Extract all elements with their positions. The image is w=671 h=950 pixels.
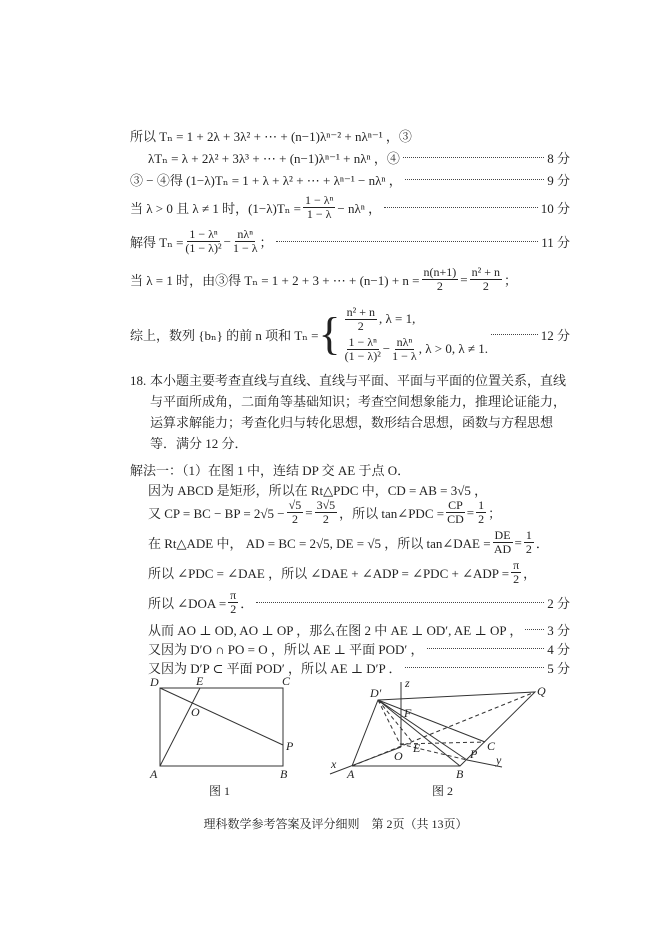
svg-text:F: F bbox=[404, 706, 412, 720]
svg-text:P: P bbox=[470, 747, 478, 761]
score: 3 分 bbox=[547, 623, 570, 638]
figure-1-labels bbox=[149, 674, 294, 781]
svg-text:x: x bbox=[331, 757, 337, 771]
svg-text:E: E bbox=[413, 741, 421, 755]
eq-text: ； bbox=[259, 235, 273, 250]
svg-text:D′: D′ bbox=[370, 686, 382, 700]
score: 2 分 bbox=[547, 596, 570, 611]
eq-text: ； bbox=[504, 273, 518, 288]
page-footer: 理科数学参考答案及评分细则 第 2页（共 13页） bbox=[203, 817, 468, 831]
eq-text: 综上，数列 {bₙ} 的前 n 项和 Tₙ = bbox=[130, 327, 319, 343]
figure-1-diagram bbox=[160, 688, 283, 766]
figure-2-caption: 图 2 bbox=[432, 784, 454, 798]
figure-2-diagram bbox=[330, 682, 535, 774]
fraction: $\frac{\text{1 − λⁿ}}{\text{(1 − λ)²}}$ bbox=[185, 227, 222, 255]
solution-line-5: 所以 ∠PDC = ∠DAE ，所以 ∠DAE + ∠ADP = ∠PDC + ∠ADP = $\frac{\pi}{2}$ ， bbox=[148, 558, 537, 586]
fraction: $\frac{\text{n² + n}}{2}$ bbox=[471, 265, 500, 293]
solution-line-3: 又 CP = BC − BP = 2√5 − $\frac{√5}{2}$ = $\frac{3√5}{2}$ ，所以 tan∠PDC = $\frac{CP}{CD}$ = $\frac{1}{2}$ ； bbox=[148, 498, 502, 526]
solution-line-8: 又因为 D′O ∩ PO = O ，所以 AE ⊥ 平面 POD′ ， 4 分 bbox=[148, 639, 570, 658]
eq-text: = bbox=[460, 271, 468, 287]
figure-2-labels bbox=[330, 676, 546, 781]
question-number: 18. bbox=[130, 373, 147, 388]
eq-text: 所以 Tₙ = 1 + 2λ + 3λ² + ⋯ + (n−1)λⁿ⁻² + nλⁿ⁻¹ ，③ bbox=[130, 129, 412, 144]
score: 9 分 bbox=[547, 173, 570, 188]
score: 8 分 bbox=[547, 151, 570, 166]
eq-text: λTₙ = λ + 2λ² + 3λ³ + ⋯ + (n−1)λⁿ⁻¹ + nλⁿ ，④ bbox=[148, 151, 400, 166]
score: 5 分 bbox=[547, 661, 570, 676]
score: 12 分 bbox=[540, 327, 570, 343]
svg-text:z: z bbox=[405, 676, 410, 690]
question-intro: 本小题主要考查直线与直线、直线与平面、平面与平面的位置关系，直线与平面所成角，二面角等基础知识；考查空间想象能力，推理论证能力，运算求解能力；考查化归与转化思想，数形结合思想，函数与方程思想等．满分 12 分． bbox=[150, 373, 567, 451]
svg-text:C: C bbox=[282, 674, 291, 688]
brace: { bbox=[318, 308, 341, 359]
solution-line-9: 又因为 D′P ⊂ 平面 POD′ ，所以 AE ⊥ D′P ． 5 分 bbox=[148, 658, 570, 677]
eq-text: 解法一：（1）在图 1 中，连结 DP 交 AE 于点 O． bbox=[130, 463, 411, 478]
fraction: $\frac{\text{1 − λⁿ}}{1 - \lambda}$ bbox=[305, 193, 334, 221]
solution-line-4: 在 Rt△ADE 中， AD = BC = 2√5, DE = √5 ，所以 tan∠DAE = $\frac{DE}{AD}$ = $\frac{1}{2}$ ． bbox=[148, 528, 549, 556]
solution-line-6: 所以 ∠DOA = $\frac{\pi}{2}$ ． 2 分 bbox=[148, 588, 570, 616]
svg-text:O: O bbox=[191, 705, 200, 719]
eq-text: 因为 ABCD 是矩形，所以在 Rt△PDC 中，CD = AB = 3√5 ， bbox=[148, 483, 488, 498]
svg-text:P: P bbox=[286, 739, 294, 753]
svg-text:E: E bbox=[196, 674, 204, 688]
eq-text: ③ − ④得 (1−λ)Tₙ = 1 + λ + λ² + ⋯ + λⁿ⁻¹ − nλⁿ ， bbox=[130, 173, 402, 188]
svg-text:C: C bbox=[487, 739, 496, 753]
svg-text:Q: Q bbox=[537, 684, 546, 698]
eq-text: − bbox=[223, 233, 231, 249]
fraction: nλⁿ 1 − λ bbox=[232, 227, 258, 255]
score: 11 分 bbox=[541, 235, 570, 250]
svg-text:A: A bbox=[150, 767, 158, 781]
score: 10 分 bbox=[540, 201, 570, 216]
eq-text: − nλⁿ ， bbox=[337, 201, 382, 216]
eq-text: 解得 Tₙ = bbox=[130, 235, 184, 250]
svg-text:O: O bbox=[394, 749, 403, 763]
figure-1-caption: 图 1 bbox=[209, 784, 231, 798]
eq-text: 当 λ = 1 时，由③得 Tₙ = 1 + 2 + 3 + ⋯ + (n−1) + n = bbox=[130, 273, 420, 288]
solution-line-7: 从而 AO ⊥ OD, AO ⊥ OP ，那么在图 2 中 AE ⊥ OD′, AE ⊥ OP ， 3 分 bbox=[148, 620, 570, 639]
svg-text:D: D bbox=[150, 675, 159, 689]
eq-text: 当 λ > 0 且 λ ≠ 1 时，(1−λ)Tₙ = bbox=[130, 201, 302, 216]
piecewise: n² + n 2 , λ = 1, 1 − λⁿ (1 − λ)² − nλⁿ 1 − λ , λ > 0, λ ≠ 1. bbox=[344, 304, 489, 363]
svg-text:B: B bbox=[456, 767, 464, 781]
svg-text:B: B bbox=[280, 767, 288, 781]
svg-text:A: A bbox=[347, 767, 355, 781]
fraction: $\frac{n(n+1)}{2}$ bbox=[423, 265, 457, 293]
svg-text:y: y bbox=[496, 753, 502, 767]
score: 4 分 bbox=[547, 642, 570, 657]
